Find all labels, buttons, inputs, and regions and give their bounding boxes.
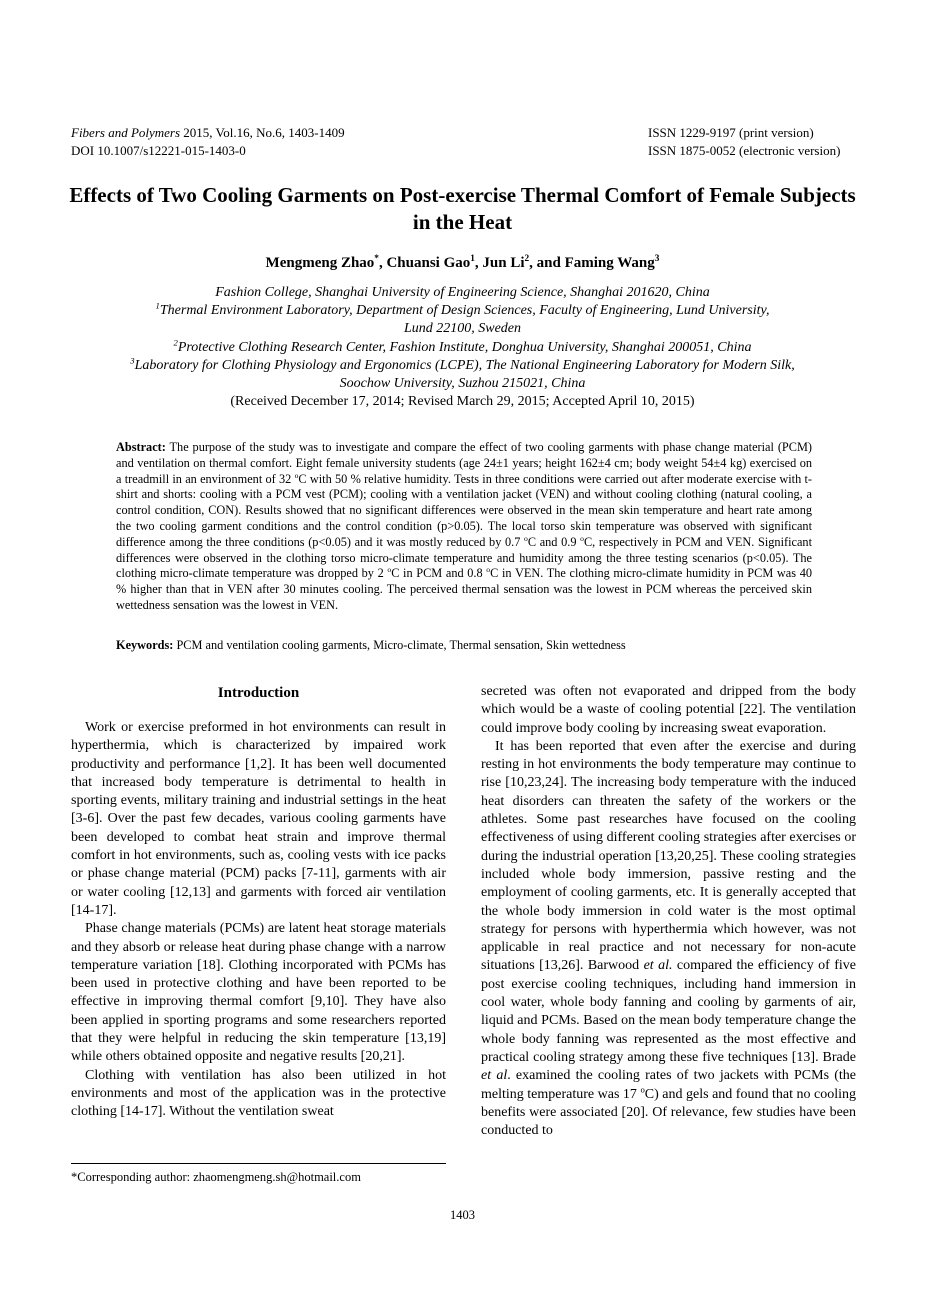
paragraph-text: C) and gels and found that no cooling benefits were associated [20]. Of relevance, few studies have been conducted to bbox=[481, 1086, 856, 1139]
keywords-label: Keywords: bbox=[116, 638, 174, 652]
affiliation bbox=[60, 336, 865, 357]
abstract-text: C in PCM and 0.8 bbox=[391, 566, 487, 581]
paragraph: Phase change materials (PCMs) are latent heat storage materials and they absorb or release heat during phase change with a narrow temperature variation [18]. Clothing incorporated with PCMs has been used in protective clothing and have been reported to be effective in improving thermal comfort [9,10]. They have also been applied in sporting programs and some researchers reported that they were helpful in reducing the skin temperature [13,19] while others obtained opposite and negative results [20,21]. bbox=[71, 921, 446, 1065]
affiliation-text: Thermal Environment Laboratory, Department of Design Sciences, Faculty of Engineering, Lund University, bbox=[159, 303, 770, 319]
et-al: et al. bbox=[643, 958, 673, 974]
affiliations bbox=[60, 284, 865, 411]
author-mark: 3 bbox=[654, 254, 660, 264]
section-heading: Introduction bbox=[217, 685, 300, 701]
affiliation-mark: 1 bbox=[155, 300, 160, 311]
author-name: , Chuansi Gao bbox=[378, 255, 471, 271]
abstract-text: C, respectively in PCM and VEN. Significant differences were observed in the clothing torso micro-climate temperature and humidity among the three testing scenarios (p<0.05). The clothing micro-climate temperature was dropped by 2 bbox=[116, 534, 812, 581]
keywords bbox=[116, 637, 812, 653]
doi: DOI 10.1007/s12221-015-1403-0 bbox=[71, 143, 246, 158]
author-mark: 1 bbox=[470, 254, 475, 264]
et-al: et al bbox=[481, 1068, 508, 1084]
author-name: , and Faming Wang bbox=[529, 255, 655, 271]
journal-header-right bbox=[648, 124, 840, 160]
abstract-text: C with 50 % relative humidity. Tests in three conditions were carried out after moderate exercise with t-shirt and shorts: cooling with a PCM vest (PCM); cooling with a ventilation jacket (VEN) and without cooling clothing (natural cooling, a control condition, CON). Results showed that no significant differences were observed in the mean skin temperature and heart rate among the two cooling garment conditions and the control condition (p>0.05). The local torso skin temperature was observed with significant difference among the three conditions (p<0.05) and it was mostly reduced by 0.7 bbox=[116, 471, 813, 549]
affiliation-cont: Lund 22100, Sweden bbox=[403, 321, 522, 337]
paragraph: secreted was often not evaporated and dripped from the body which would be a waste of cooling potential [22]. The ventilation could improve body cooling by increasing sweat evaporation. bbox=[481, 684, 856, 736]
affiliation-text: Protective Clothing Research Center, Fashion Institute, Donghua University, Shanghai 200051, China bbox=[177, 339, 752, 355]
affiliation bbox=[60, 357, 865, 375]
footnote-divider bbox=[71, 1163, 446, 1164]
journal-citation: 2015, Vol.16, No.6, 1403-1409 bbox=[180, 125, 345, 140]
issn-print: ISSN 1229-9197 (print version) bbox=[648, 125, 814, 140]
degree-mark: o bbox=[486, 565, 491, 575]
author-name: , Jun Li bbox=[474, 255, 525, 271]
received-dates: (Received December 17, 2014; Revised March 29, 2015; Accepted April 10, 2015) bbox=[230, 394, 695, 410]
right-column bbox=[481, 683, 856, 1140]
footnote: *Corresponding author: zhaomengmeng.sh@hotmail.com bbox=[71, 1170, 361, 1184]
page-number: 1403 bbox=[450, 1208, 475, 1222]
degree-mark: o bbox=[524, 533, 528, 543]
affiliation-text: Laboratory for Clothing Physiology and Ergonomics (LCPE), The National Engineering Laboratory for Modern Silk, bbox=[134, 357, 795, 373]
affiliation bbox=[60, 302, 865, 320]
paragraph: Clothing with ventilation has also been utilized in hot environments and most of the application was in the protective clothing [14-17]. Without the ventilation sweat bbox=[71, 1067, 446, 1120]
degree-mark: o bbox=[640, 1083, 645, 1094]
author-mark: 2 bbox=[524, 254, 530, 264]
journal-name: Fibers and Polymers bbox=[71, 125, 181, 140]
abstract-text: C and 0.9 bbox=[527, 534, 581, 549]
paper-title: Effects of Two Cooling Garments on Post-exercise Thermal Comfort of Female Subjects in the Heat bbox=[69, 183, 856, 234]
abstract-label: Abstract: bbox=[116, 440, 166, 454]
affiliation-mark: 3 bbox=[130, 355, 135, 366]
abstract-text: The purpose of the study was to investigate and compare the effect of two cooling garments with phase change material (PCM) and ventilation on thermal comfort. Eight female university students (age 24±1 years; height 162±4 cm; body weight 54±4 kg) exercised on a treadmill in an environment of 32 bbox=[116, 440, 812, 486]
paragraph bbox=[481, 738, 856, 1141]
affiliation: Fashion College, Shanghai University of Engineering Science, Shanghai 201620, China bbox=[215, 285, 710, 300]
abstract bbox=[116, 440, 812, 614]
abstract-text: C in VEN. The clothing micro-climate humidity in PCM was 40 % higher than that in VEN after 30 minutes cooling. The perceived thermal sensation was the lowest in PCM whereas the perceived skin wettedness sensation was the lowest in VEN. bbox=[116, 566, 812, 612]
keywords-text: PCM and ventilation cooling garments, Micro-climate, Thermal sensation, Skin wettedness bbox=[173, 638, 626, 652]
paragraph-text: It has been reported that even after the exercise and during resting in hot environments the body temperature may continue to rise [10,23,24]. The increasing body temperature with the induced heat disorders can threaten the safety of the workers or the athletes. Some past researches have focused on the cooling effectiveness of using different cooling strategies after exercises or during the industrial operation [13,20,25]. These cooling strategies included whole body immersion, passive resting and the employment of cooling garments, etc. It is generally accepted that the whole body immersion in cold water is the most optimal strategy for persons with hyperthermia which however, was not applicable in real practice and not necessary for non-acute situations [13,26]. Barwood bbox=[481, 738, 856, 974]
degree-mark: o bbox=[387, 565, 392, 575]
paragraph-text: compared the efficiency of five post exercise cooling techniques, including hand immersion in cool water, whole body fanning and cooling by garments of air, liquid and PCMs. Based on the mean body temperature change the whole body fanning was represented as the most effective and practical cooling strategy among these five techniques [13]. Brade bbox=[481, 958, 856, 1065]
author-name: Mengmeng Zhao bbox=[265, 255, 375, 271]
issn-electronic: ISSN 1875-0052 (electronic version) bbox=[648, 143, 841, 158]
journal-header-left bbox=[71, 124, 345, 160]
author-list bbox=[60, 253, 865, 273]
degree-mark: o bbox=[580, 533, 584, 543]
author-mark: * bbox=[374, 254, 379, 264]
paragraph-text: . examined the cooling rates of two jackets with PCMs (the melting temperature was 17 bbox=[481, 1068, 857, 1102]
affiliation-mark: 2 bbox=[173, 336, 178, 347]
affiliation-cont: Soochow University, Suzhou 215021, China bbox=[339, 376, 586, 392]
left-column bbox=[71, 683, 446, 1122]
degree-mark: o bbox=[294, 470, 299, 480]
paragraph: Work or exercise preformed in hot environments can result in hyperthermia, which is characterized by impaired work productivity and performance [1,2]. It has been well documented that increased body temperature is detrimental to health in sporting events, military training and industrial settings in the heat [3-6]. Over the past few decades, various cooling garments have been developed to combat heat strain and improve thermal comfort in hot environments, such as, cooling vests with ice packs or phase change material (PCM) packs [7-11], garments with air or water cooling [12,13] and garments with forced air ventilation [14-17]. bbox=[71, 720, 446, 918]
